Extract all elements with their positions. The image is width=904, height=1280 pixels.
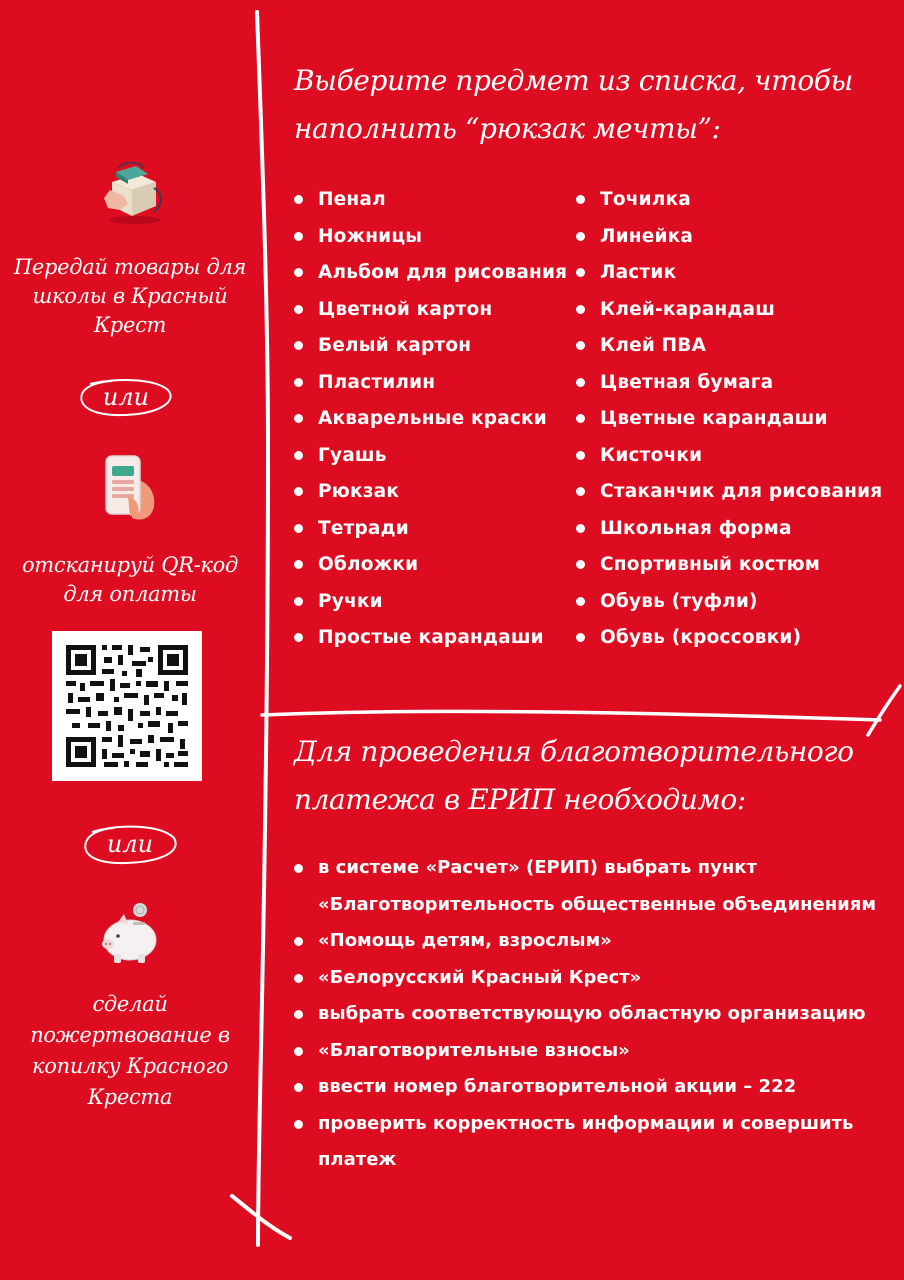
wishlist-item: Точилка [574,188,894,225]
wishlist-item: Пенал [292,188,568,225]
payment-step: «Благотворительные взносы» [292,1033,892,1070]
wishlist-item: Акварельные краски [292,407,568,444]
wishlist-item: Клей-карандаш [574,298,894,335]
wishlist-item: Стаканчик для рисования [574,480,894,517]
horizontal-divider-tick [868,686,900,735]
payment-step: выбрать соответствующую областную организацию [292,996,892,1033]
wishlist-item: Обувь (кроссовки) [574,626,894,663]
or-label-1: или [102,383,150,411]
phone-in-hand-icon [102,452,158,524]
qr-code-icon [52,631,202,781]
donate-goods-text: Передай товары для школы в Красный Крест [13,255,247,337]
piggy-bank-text: сделай пожертвование в копилку Красного Креста [30,992,230,1109]
payment-step: ввести номер благотворительной акции – 222 [292,1069,892,1106]
wishlist-item: Линейка [574,225,894,262]
payment-step: «Белорусский Красный Крест» [292,960,892,997]
box-in-hands-icon [98,160,170,226]
wishlist-item: Кисточки [574,444,894,481]
scan-qr-text: отсканируй QR-код для оплаты [21,553,239,606]
payment-step: проверить корректность информации и совершить платеж [292,1106,892,1179]
left-panel [0,0,262,1280]
wishlist-item: Обувь (туфли) [574,590,894,627]
payment-step: в системе «Расчет» (ЕРИП) выбрать пункт «Благотворительность общественные объединениям [292,850,892,923]
or-label-2: или [106,830,154,858]
wishlist-item: Ножницы [292,225,568,262]
wishlist-item: Цветные карандаши [574,407,894,444]
or-badge-2 [80,822,180,866]
wishlist-item: Альбом для рисования [292,261,568,298]
wishlist-item: Спортивный костюм [574,553,894,590]
wishlist-item: Цветной картон [292,298,568,335]
wishlist-item: Пластилин [292,371,568,408]
wishlist-column-2 [574,188,894,663]
wishlist-item: Ластик [574,261,894,298]
payment-heading: Для проведения благотворительного платежа в ЕРИП необходимо: [294,735,854,816]
wishlist-item: Цветная бумага [574,371,894,408]
horizontal-divider [262,711,880,720]
or-badge-1 [76,376,176,418]
payment-step: «Помощь детям, взрослым» [292,923,892,960]
wishlist-column-1 [292,188,568,663]
wishlist-item: Клей ПВА [574,334,894,371]
wishlist-item: Обложки [292,553,568,590]
wishlist-item: Гуашь [292,444,568,481]
wishlist-heading: Выберите предмет из списка, чтобы наполнить “рюкзак мечты”: [294,64,853,145]
wishlist-item: Ручки [292,590,568,627]
wishlist-item: Тетради [292,517,568,554]
wishlist-item: Белый картон [292,334,568,371]
wishlist-item: Простые карандаши [292,626,568,663]
wishlist-item: Школьная форма [574,517,894,554]
qr-code[interactable] [52,631,202,781]
payment-steps-list [292,850,892,1179]
wishlist-item: Рюкзак [292,480,568,517]
piggy-bank-icon [100,900,164,966]
